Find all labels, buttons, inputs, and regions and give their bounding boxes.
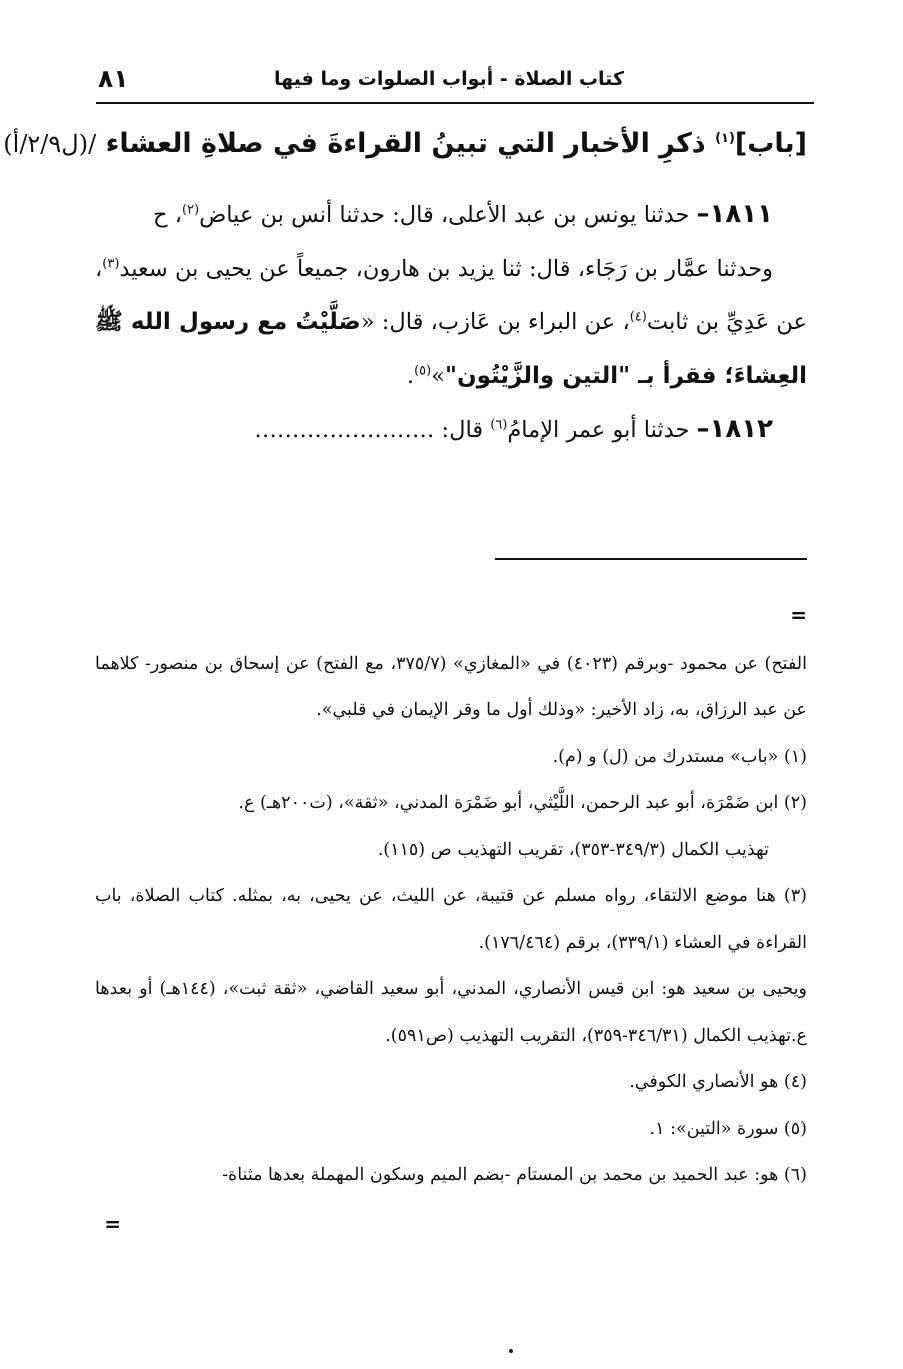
hadith-text: وحدثنا عمَّار بن رَجَاء، قال: ثنا يزيد بن هارون، جميعاً عن يحيى بن سعيد (119, 255, 773, 282)
hadith-1812 (95, 403, 807, 458)
footnote-2: (٢) ابن ضَمْرَة، أبو عبد الرحمن، اللَّيْثي، أبو ضَمْرَة المدني، «ثقة»، (ت٢٠٠هـ) ع. (238, 793, 807, 813)
hadith-number: ١٨١٢– (696, 414, 773, 444)
footnote-marker[interactable]: (٢) (181, 202, 200, 218)
continuation-dots: …………………… (254, 417, 435, 443)
hadith-text: قال: (434, 417, 491, 443)
heading-title: ذكرِ الأخبار التي تبينُ القراءةَ في صلاةِ العشاء (96, 128, 716, 159)
running-header (96, 62, 814, 104)
footnote-1: (١) «باب» مستدرك من (ل) و (م). (552, 746, 807, 767)
running-title: كتاب الصلاة - أبواب الصلوات وما فيها (273, 68, 624, 90)
hadith-text: ، ح (153, 202, 182, 228)
footnote-marker[interactable]: (٤) (629, 309, 647, 325)
chapter-heading (3, 128, 807, 159)
hadith-text: حدثنا يونس بن عبد الأعلى، قال: حدثنا أنس بن عياض (199, 202, 697, 228)
hadith-1811-continued (95, 243, 807, 404)
footnote-separator (495, 558, 807, 560)
footnote-continued-mark: = (790, 603, 807, 627)
footnote-3: (٣) هنا موضع الالتقاء، رواه مسلم عن قتيبة، عن الليث، عن يحيى، به، بمثله. كتاب الصلاة، باب القراءة في العشاء (٣٣٩/١)، برقم (١٧٦/٤٦٤). (95, 886, 807, 953)
hadith-text: . (406, 362, 415, 389)
hadith-quote: صَلَّيْتُ مع رسول الله ﷺ العِشاءَ؛ فقرأ بـ "التين والزَّيْتُون" (95, 309, 807, 389)
footnotes (95, 592, 807, 1199)
footnote-marker[interactable]: (١) (715, 131, 735, 146)
scan-dot (509, 1349, 513, 1353)
footnote-5: (٥) سورة «التين»: ١. (649, 1118, 807, 1139)
footnote-continuation: الفتح) عن محمود -وبرقم (٤٠٢٣) في «المغازي» (٣٧٥/٧، مع الفتح) عن إسحاق بن منصور- كلاهما عن عبد الرزاق، به، زاد الأخير: «وذلك أول ما وقر الإيمان في قلبي». (95, 653, 807, 720)
footnote-marker[interactable]: (٣) (102, 256, 120, 271)
hadith-text: ، عن البراء بن عَازب، قال: « (360, 309, 630, 335)
heading-bracket: [باب] (734, 128, 807, 159)
footnote-6: (٦) هو: عبد الحميد بن محمد بن المستام -بضم الميم وسكون المهملة بعدها مثناة- (222, 1165, 807, 1185)
page-number: ٨١ (98, 64, 129, 93)
footnote-4: (٤) هو الأنصاري الكوفي. (629, 1072, 807, 1092)
hadith-text: حدثنا أبو عمر الإمامُ (507, 417, 697, 443)
footnote-marker[interactable]: (٥) (414, 363, 432, 378)
footnote-continues-mark: = (104, 1212, 121, 1236)
main-text (95, 188, 807, 458)
footnote-2-source: تهذيب الكمال (٣٤٩/٣-٣٥٣)، تقريب التهذيب ص (١١٥). (377, 839, 769, 860)
hadith-text: ، عن عَدِيِّ بن ثابت (95, 255, 807, 335)
manuscript-reference: /(ل٢/٩/أ) (3, 130, 97, 158)
hadith-1811 (95, 188, 807, 243)
hadith-text: » (431, 362, 445, 389)
footnote-marker[interactable]: (٦) (490, 417, 508, 433)
hadith-number: ١٨١١– (696, 199, 773, 229)
footnote-3-note: ويحيى بن سعيد هو: ابن قيس الأنصاري، المدني، أبو سعيد القاضي، «ثقة ثبت»، (١٤٤هـ) أو بعدها ع.تهذيب الكمال (٣٤٦/٣١-٣٥٩)، التقريب التهذيب (ص٥٩١). (95, 979, 807, 1046)
